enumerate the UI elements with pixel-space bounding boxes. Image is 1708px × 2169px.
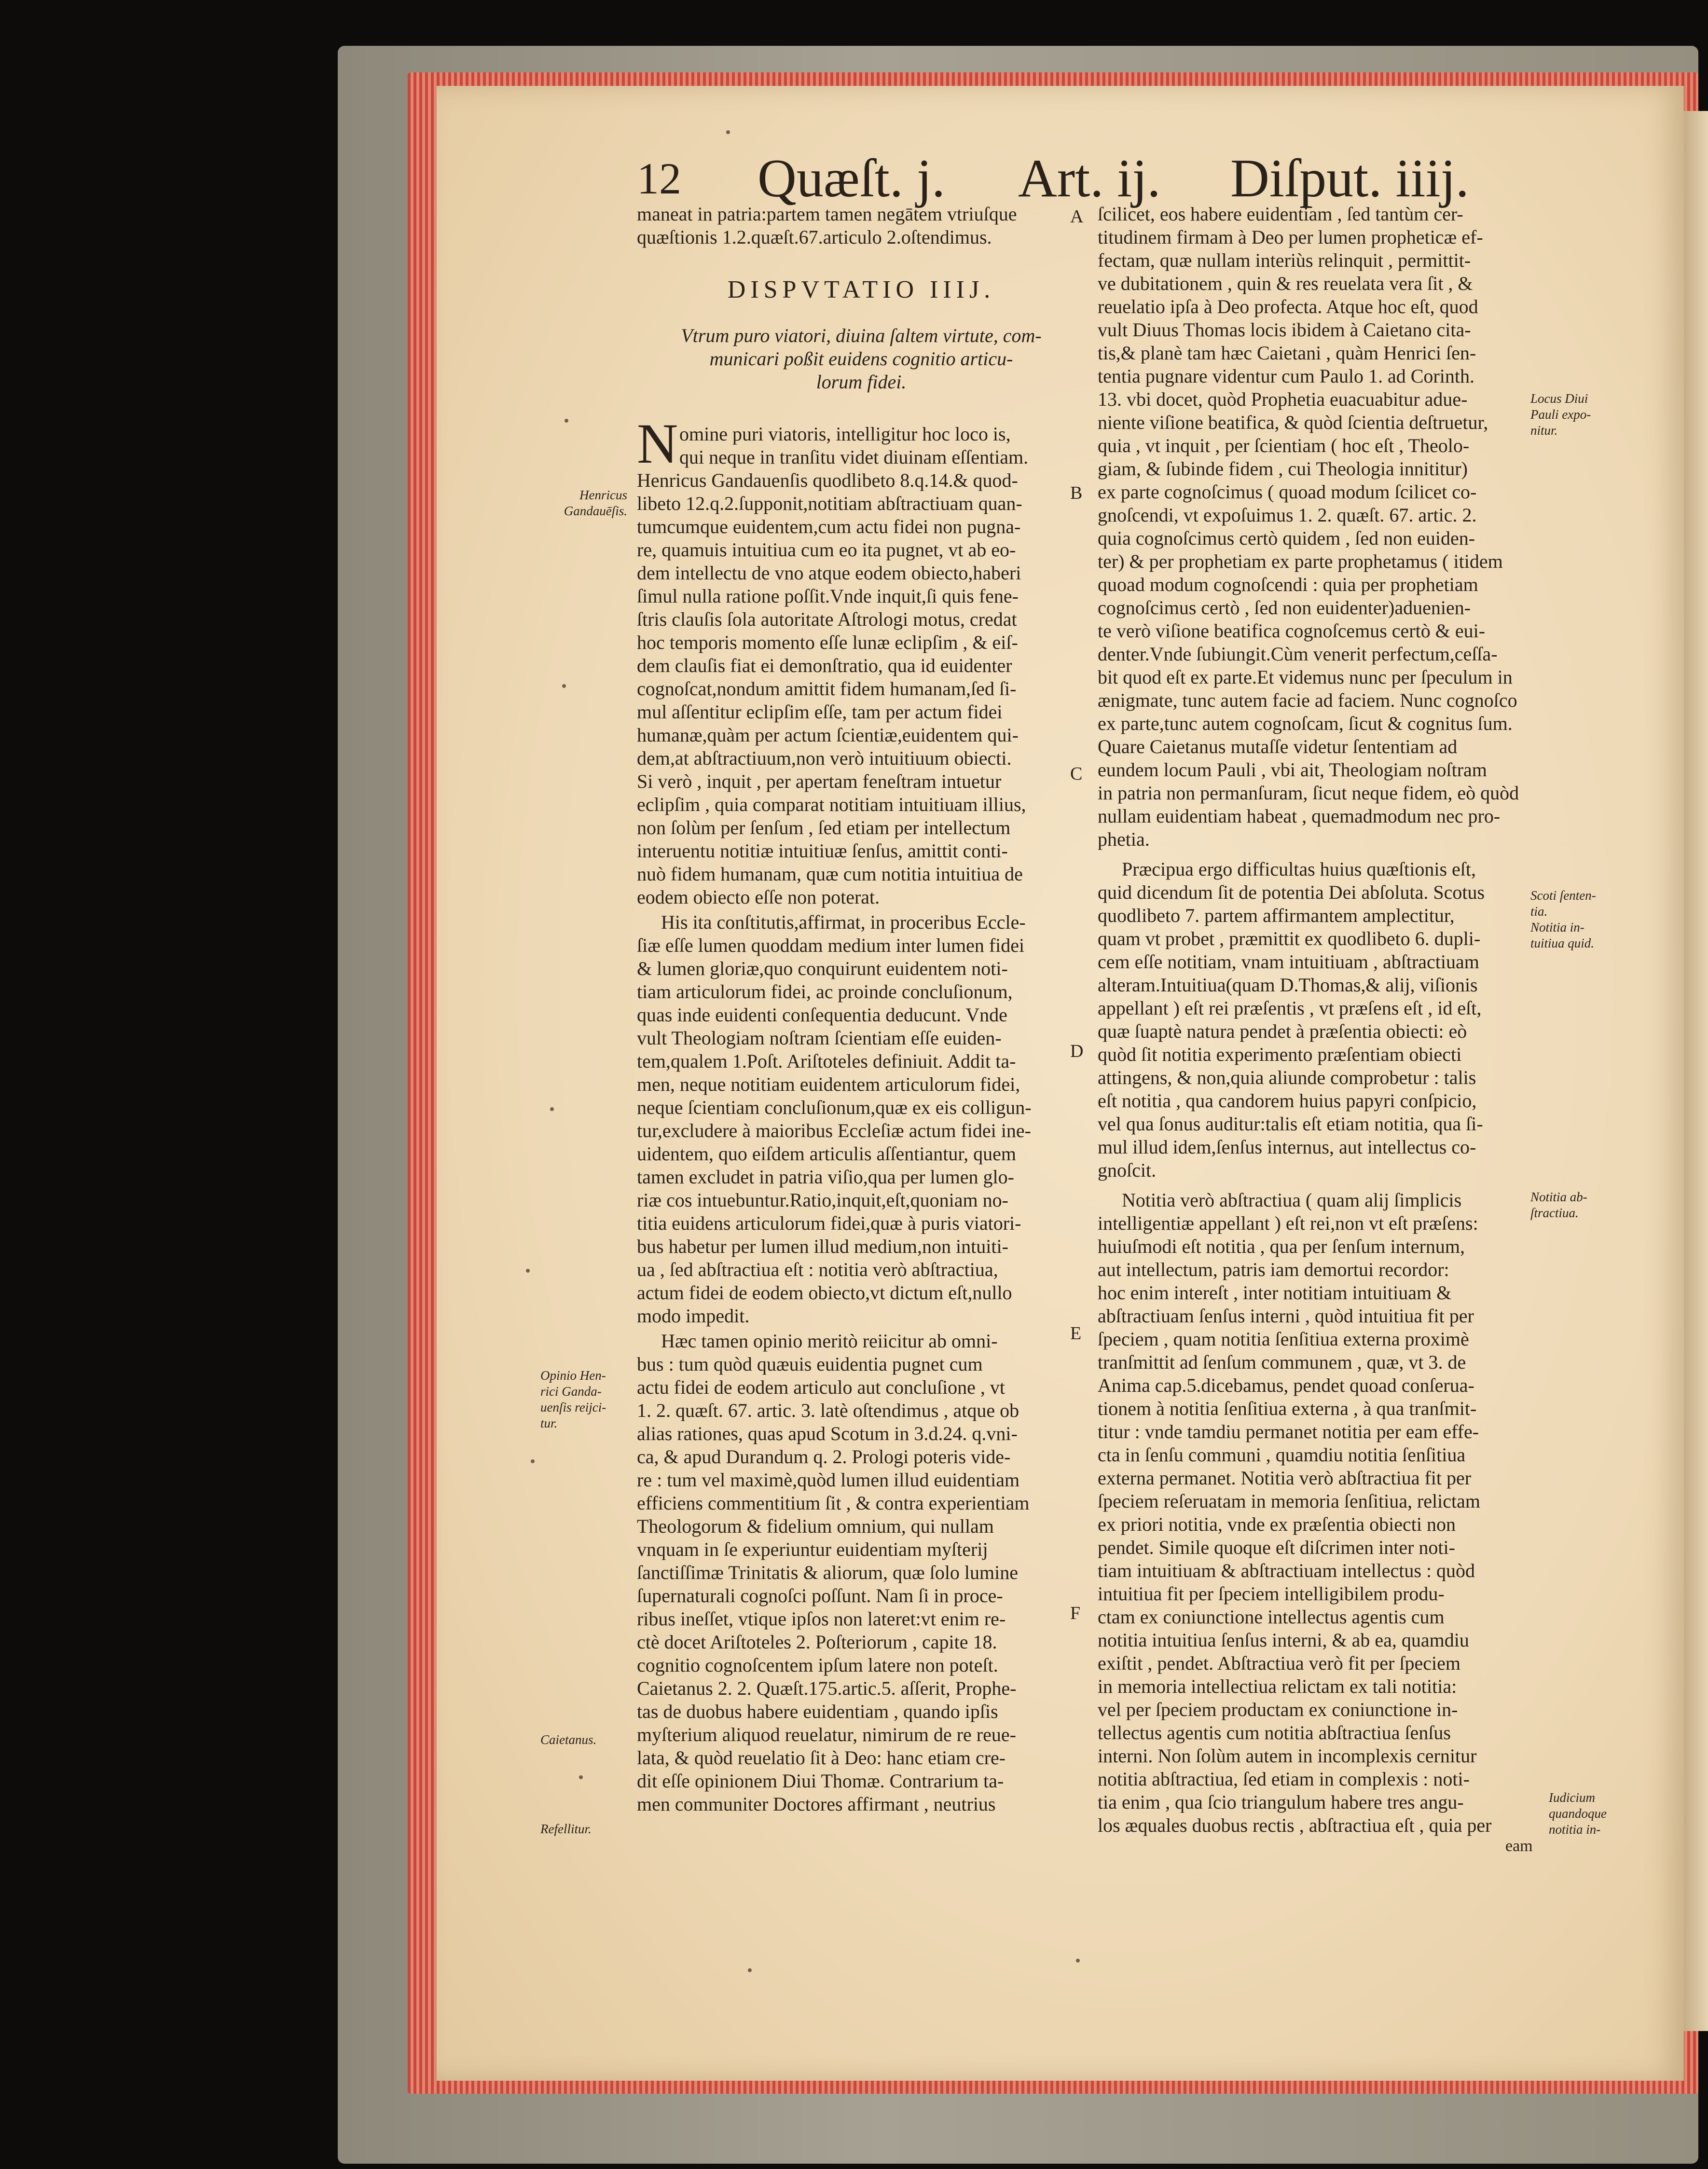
note-line: nitur.	[1530, 423, 1558, 438]
text-line: neque ſcientiam concluſionum,quæ ex eis colligun-	[637, 1097, 1032, 1118]
text-line: myſterium aliquod reuelatur, nimirum de re reue-	[637, 1724, 1016, 1745]
note-line: notitia in-	[1549, 1822, 1601, 1837]
text-line: denter.Vnde ſubiungit.Cùm venerit perfectum,ceſſa-	[1098, 643, 1498, 665]
text-line: re, quamuis intuitiua cum eo ita pugnet, vt ab eo-	[637, 539, 1016, 561]
text-line: tia enim , qua ſcio triangulum habere tres angu-	[1098, 1791, 1464, 1813]
text-line: maneat in patria:partem tamen negātem vtriuſque	[637, 203, 1017, 225]
text-line: actu fidei de eodem articulo aut concluſione , vt	[637, 1376, 1006, 1398]
margin-note-opinio	[540, 1368, 647, 1431]
text-line: qui neque in tranſitu videt diuinam eſſentiam.	[679, 446, 1029, 468]
text-line: notitia intuitiua ſenſus interni, & ab ea, quamdiu	[1098, 1629, 1469, 1651]
note-line: tuitiua quid.	[1530, 936, 1595, 950]
text-line: hoc enim intereſt , inter notitiam intuitiuam &	[1098, 1282, 1452, 1304]
text-line: 13. vbi docet, quòd Prophetia euacuabitur adue-	[1098, 388, 1468, 410]
text-line: mul illud idem,ſenſus internus, aut intellectus co-	[1098, 1136, 1476, 1158]
note-line: Caietanus.	[540, 1732, 597, 1747]
question-line: lorum fidei.	[816, 371, 907, 393]
text-line: externa permanet. Notitia verò abſtractiua fit per	[1098, 1467, 1472, 1489]
text-line: exiſtit , pendet. Abſtractiua verò fit per ſpeciem	[1098, 1652, 1460, 1674]
text-line: efficiens commentitium ſit , & contra experientiam	[637, 1492, 1030, 1514]
text-line: Henricus Gandauenſis quodlibeto 8.q.14.& quod-	[637, 469, 1018, 491]
worm-hole	[526, 1269, 530, 1273]
text-line: quòd ſit notitia experimento præſentiam obiecti	[1098, 1043, 1462, 1065]
text-line: re : tum vel maximè,quòd lumen illud euidentiam	[637, 1469, 1020, 1491]
text-line: ſimul nulla ratione poſſit.Vnde inquit,ſi quis fene-	[637, 585, 1019, 607]
note-line: tia.	[1530, 904, 1548, 919]
section-letter-e: E	[1070, 1323, 1082, 1344]
text-line: actum fidei de eodem obiecto,vt dictum eſt,nullo	[637, 1282, 1012, 1304]
running-head-disputatio: Diſput. iiij.	[1230, 149, 1469, 208]
text-line: quoad modum cognoſcendi : quia per prophetiam	[1098, 574, 1478, 595]
margin-note-locus-pauli	[1530, 391, 1637, 439]
text-line: titia euidens articulorum fidei,quæ à puris viatori-	[637, 1212, 1021, 1234]
text-line: vnquam in ſe experiuntur euidentiam myſterij	[637, 1538, 988, 1560]
text-line: riæ cos intuebuntur.Ratio,inquit,eſt,quoniam no-	[637, 1189, 1008, 1211]
text-line: gnoſcit.	[1098, 1159, 1157, 1181]
text-line: dem intellectu de vno atque eodem obiecto,haberi	[637, 562, 1021, 584]
section-letter-b: B	[1070, 483, 1083, 503]
margin-note-henricus	[521, 487, 627, 519]
text-line: ſpeciem reſeruatam in memoria ſenſitiua, relictam	[1098, 1490, 1480, 1512]
text-line: Caietanus 2. 2. Quæſt.175.artic.5. aſſerit, Prophe-	[637, 1677, 1017, 1699]
paragraph-notitia-abstractiua	[1098, 1189, 1532, 1837]
text-line: tentia pugnare videntur cum Paulo 1. ad Corinth.	[1098, 365, 1474, 387]
text-line: los æquales duobus rectis , abſtractiua eſt , quia per	[1098, 1814, 1492, 1836]
text-line: quam vt probet , præmittit ex quodlibeto 6. dupli-	[1098, 928, 1481, 949]
text-line: interni. Non ſolùm autem in incomplexis cernitur	[1098, 1745, 1477, 1767]
note-line: Pauli expo-	[1530, 407, 1591, 422]
text-line: huiuſmodi eſt notitia , qua per ſenſum internum,	[1098, 1236, 1465, 1257]
text-line: tiam intuitiuam & abſtractiuam intellectus : quòd	[1098, 1560, 1475, 1581]
text-line: quas inde euidenti conſequentia deducunt. Vnde	[637, 1004, 1007, 1026]
margin-note-iudicium	[1549, 1790, 1655, 1838]
left-column	[637, 203, 1086, 1816]
text-line: ua , ſed abſtractiua eſt : notitia verò abſtractiua,	[637, 1259, 998, 1280]
note-line: Iudicium	[1549, 1790, 1595, 1805]
text-line: in patria non permanſuram, ſicut neque fidem, eò quòd	[1098, 782, 1519, 804]
note-line: uenſis reijci-	[540, 1400, 606, 1414]
text-line: men communiter Doctores affirmant , neutrius	[637, 1793, 996, 1815]
text-line: vult Diuus Thomas locis ibidem à Caietano cita-	[1098, 319, 1471, 341]
section-letter-a: A	[1070, 206, 1084, 227]
text-line: tas de duobus habere euidentiam , quando ipſis	[637, 1701, 998, 1722]
worm-hole	[565, 419, 568, 423]
running-head-quaestio: Quæſt. j.	[758, 149, 945, 208]
text-line: in memoria intellectiua relictam ex tali notitia:	[1098, 1675, 1457, 1697]
text-line: humanæ,quàm per actum ſcientiæ,euidentem qui-	[637, 724, 1019, 746]
paragraph-constitutis	[637, 911, 1086, 1328]
text-line: & lumen gloriæ,quo conquirunt euidentem noti-	[637, 958, 1008, 979]
worm-hole	[1076, 1959, 1080, 1963]
text-line: dem,at abſtractiuum,non verò intuitiuum obiecti.	[637, 747, 1012, 769]
worm-hole	[748, 1968, 752, 1972]
note-line: Notitia in-	[1530, 920, 1584, 934]
text-line: quia cognoſcimus certò quidem , ſed non euiden-	[1098, 527, 1475, 549]
text-line: intelligentiæ appellant ) eſt rei,non vt eſt præſens:	[1098, 1212, 1478, 1234]
worm-hole	[562, 684, 566, 688]
text-line: quid dicendum ſit de potentia Dei abſoluta. Scotus	[1098, 881, 1485, 903]
section-letter-f: F	[1070, 1603, 1081, 1623]
text-line: aut intellectum, patris iam demortui recordor:	[1098, 1259, 1449, 1280]
opening-paragraph	[637, 412, 1086, 475]
text-line: phetia.	[1098, 828, 1150, 850]
running-head-articulus: Art. ij.	[1018, 149, 1161, 208]
paragraph-henricus	[637, 469, 1086, 909]
text-line: notitia abſtractiua, ſed etiam in complexis : noti-	[1098, 1768, 1470, 1790]
text-line: tem,qualem 1.Poſt. Ariſtoteles definiuit. Addit ta-	[637, 1050, 1016, 1072]
text-line: ca, & apud Durandum q. 2. Prologi poteris vide-	[637, 1446, 1011, 1468]
text-line: men, neque notitiam euidentem articulorum fidei,	[637, 1073, 1020, 1095]
text-line: ſcilicet, eos habere euidentiam , ſed tantùm cer-	[1098, 203, 1463, 225]
worm-hole	[726, 130, 730, 134]
note-line: tur.	[540, 1416, 558, 1430]
text-line: fectam, quæ nullam interiùs relinquit , permittit-	[1098, 249, 1471, 271]
text-line: gnoſcendi, vt expoſuimus 1. 2. quæſt. 67. artic. 2.	[1098, 504, 1477, 526]
text-line: eodem obiecto eſſe non poterat.	[637, 886, 880, 908]
text-line: tionem à notitia ſenſitiua externa , à qua tranſmit-	[1098, 1398, 1477, 1419]
text-line: libeto 12.q.2.ſupponit,notitiam abſtractiuam quan-	[637, 493, 1022, 514]
text-line: ter) & per prophetiam ex parte prophetamus ( itidem	[1098, 550, 1503, 572]
text-line: quodlibeto 7. partem affirmantem amplectitur,	[1098, 905, 1455, 926]
text-line: tumcumque euidentem,cum actu fidei non pugna-	[637, 516, 1021, 537]
catchword: eam	[1505, 1837, 1533, 1855]
text-line: ex parte,tunc autem cognoſcam, ſicut & cognitus ſum.	[1098, 713, 1513, 734]
disputation-question	[637, 324, 1086, 394]
note-line: quandoque	[1549, 1806, 1607, 1821]
text-line: reuelatio ipſa à Deo profecta. Atque hoc eſt, quod	[1098, 296, 1478, 317]
text-line: giam, & ſubinde fidem , cui Theologia innititur)	[1098, 458, 1468, 480]
text-line: ſiæ eſſe lumen quoddam medium inter lumen fidei	[637, 934, 1025, 956]
text-line: 1. 2. quæſt. 67. artic. 3. latè oſtendimus , atque ob	[637, 1400, 1019, 1421]
text-line: ve dubitationem , quin & res reuelata vera ſit , &	[1098, 273, 1473, 294]
text-line: ctè docet Ariſtoteles 2. Poſteriorum , capite 18.	[637, 1631, 997, 1653]
text-line: titudinem firmam à Deo per lumen propheticæ ef-	[1098, 226, 1483, 248]
section-letter-d: D	[1070, 1041, 1084, 1061]
note-line: Notitia ab-	[1530, 1190, 1587, 1204]
text-line: ribus ineſſet, vtique ipſos non lateret:vt enim re-	[637, 1608, 1006, 1630]
worm-hole	[550, 1107, 554, 1111]
text-line: eclipſim , quia comparat notitiam intuitiuam illius,	[637, 794, 1026, 815]
text-line: vel qua ſonus auditur:talis eſt etiam notitia, qua ſi-	[1098, 1113, 1483, 1135]
note-line: Locus Diui	[1530, 391, 1588, 406]
text-line: ſupernaturali cognoſci poſſunt. Nam ſi in proce-	[637, 1585, 1003, 1606]
text-line: ſpeciem , quam notitia ſenſitiua externa proximè	[1098, 1328, 1469, 1350]
text-line: hoc temporis momento eſſe lunæ eclipſim , & eiſ-	[637, 631, 1018, 653]
text-line: alteram.Intuitiua(quam D.Thomas,& alij, viſionis	[1098, 974, 1478, 996]
disputation-title: DISPVTATIO IIIJ.	[727, 276, 995, 303]
text-line: nuò fidem humanam, quæ cum notitia intuitiua de	[637, 863, 1023, 885]
text-line: uidentem, quo eiſdem articulis aſſentiantur, quem	[637, 1143, 1016, 1165]
text-line: cognitio cognoſcentem ipſum latere non poteſt.	[637, 1654, 998, 1676]
text-line: abſtractiuam ſenſus interni , quòd intuitiua fit per	[1098, 1305, 1474, 1327]
question-line: Vtrum puro viatori, diuina ſaltem virtute, com-	[681, 325, 1042, 346]
margin-note-notitia-abstractiua	[1530, 1189, 1637, 1221]
note-line: Henricus	[579, 488, 627, 502]
text-line: tiam articulorum fidei, ac proinde concluſionum,	[637, 981, 1013, 1002]
note-line: Opinio Hen-	[540, 1368, 606, 1383]
text-line: quæſtionis 1.2.quæſt.67.articulo 2.oſtendimus.	[637, 226, 992, 248]
text-line: vel per ſpeciem productam ex coniunctione in-	[1098, 1699, 1458, 1720]
text-line: dit eſſe opinionem Diui Thomæ. Contrarium ta-	[637, 1770, 1004, 1792]
margin-note-refellitur	[540, 1821, 647, 1837]
paragraph-opinio	[637, 1330, 1086, 1816]
text-line: interuentu notitiæ intuitiuæ ſenſus, amittit conti-	[637, 840, 1008, 862]
text-line: nullam euidentiam habeat , quemadmodum nec pro-	[1098, 805, 1501, 827]
text-line: non ſolùm per ſenſum , ſed etiam per intellectum	[637, 817, 1011, 838]
margin-note-scoti	[1530, 888, 1637, 951]
text-line: niente viſione beatifica, & quòd ſcientia deſtruetur,	[1098, 412, 1488, 433]
text-line: cta in ſenſu communi , quamdiu notitia ſenſitiua	[1098, 1444, 1466, 1466]
text-line: ſanctiſſimæ Trinitatis & aliorum, quæ ſolo lumine	[637, 1562, 1019, 1583]
text-line: bus : tum quòd quæuis euidentia pugnet cum	[637, 1353, 983, 1375]
text-line: lata, & quòd reuelatio ſit à Deo: hanc etiam cre-	[637, 1747, 1006, 1769]
text-line: Notitia verò abſtractiua ( quam alij ſimplicis	[1122, 1189, 1462, 1211]
text-line: bus habetur per lumen illud medium,non intuiti-	[637, 1236, 1008, 1257]
text-line: ex parte cognoſcimus ( quoad modum ſcilicet co-	[1098, 481, 1477, 503]
note-line: rici Ganda-	[540, 1384, 602, 1399]
text-line: ex priori notitia, vnde ex præſentia obiecti non	[1098, 1513, 1456, 1535]
text-line: intuitiua fit per ſpeciem intelligibilem produ-	[1098, 1583, 1445, 1605]
text-line: ſtris clauſis ſola autoritate Aſtrologi motus, credat	[637, 608, 1017, 630]
text-line: mul aſſentitur eclipſim eſſe, tam per actum fidei	[637, 701, 1003, 723]
text-line: dem clauſis fiat ei demonſtratio, qua id euidenter	[637, 655, 1012, 676]
text-line: appellant ) eſt rei præſentis , vt præſens eſt , id eſt,	[1098, 997, 1482, 1019]
margin-note-caietanus	[540, 1732, 647, 1748]
text-line: alias rationes, quas apud Scotum in 3.d.24. q.vni-	[637, 1423, 1018, 1444]
text-line: Præcipua ergo difficultas huius quæſtionis eſt,	[1122, 858, 1476, 880]
right-column	[1098, 203, 1532, 1837]
text-line: Anima cap.5.dicebamus, pendet quoad conſerua-	[1098, 1374, 1474, 1396]
text-line: cem eſſe notitiam, vnam intuitiuam , abſtractiuam	[1098, 951, 1479, 973]
text-line: Theologorum & fidelium omnium, qui nullam	[637, 1515, 994, 1537]
text-line: vult Theologiam noſtram ſcientiam eſſe euiden-	[637, 1027, 1002, 1049]
text-line: cognoſcat,nondum amittit fidem humanam,ſed ſi-	[637, 678, 1017, 700]
worm-hole	[531, 1459, 535, 1463]
paragraph-praecipua	[1098, 858, 1532, 1182]
section-letter-c: C	[1070, 764, 1083, 784]
text-line: modo impedit.	[637, 1305, 750, 1327]
note-line: Refellitur.	[540, 1822, 592, 1836]
text-line: tamen excludet in patria viſio,qua per lumen glo-	[637, 1166, 1014, 1188]
text-line: Si verò , inquit , per apertam feneſtram intuetur	[637, 770, 1002, 792]
note-line: Gandauēſis.	[564, 504, 627, 518]
text-line: bit quod eſt ex parte.Et videmus nunc per ſpeculum in	[1098, 666, 1513, 688]
text-line: attingens, & non,quia aliunde comprobetur : talis	[1098, 1067, 1476, 1088]
text-line: eundem locum Pauli , vbi ait, Theologiam noſtram	[1098, 759, 1487, 781]
text-line: Hæc tamen opinio meritò reiicitur ab omni-	[661, 1330, 998, 1352]
drop-cap: N	[637, 412, 678, 475]
note-line: Scoti ſenten-	[1530, 888, 1596, 903]
text-line: omine puri viatoris, intelligitur hoc loco is,	[679, 423, 1011, 445]
text-line: tranſmittit ad ſenſum communem , quæ, vt 3. de	[1098, 1351, 1466, 1373]
text-line: ænigmate, tunc autem facie ad faciem. Nunc cognoſco	[1098, 689, 1517, 711]
text-line: His ita conſtitutis,affirmat, in proceribus Eccle-	[661, 911, 1026, 933]
text-line: tur,excludere à maioribus Eccleſiæ actum fidei ine-	[637, 1120, 1031, 1141]
question-line: municari poßit euidens cognitio articu-	[709, 348, 1013, 370]
text-line: cognoſcimus certò , ſed non euidenter)aduenien-	[1098, 597, 1471, 618]
text-line: Quare Caietanus mutaſſe videtur ſententiam ad	[1098, 736, 1458, 757]
text-line: tis,& planè tam hæc Caietani , quàm Henrici ſen-	[1098, 342, 1476, 364]
intro-paragraph	[637, 203, 1086, 249]
text-line: te verò viſione beatifica cognoſcemus certò & eui-	[1098, 620, 1486, 642]
text-line: pendet. Simile quoque eſt diſcrimen inter noti-	[1098, 1537, 1455, 1558]
note-line: ſtractiua.	[1530, 1206, 1579, 1220]
text-line: tellectus agentis cum notitia abſtractiua ſenſus	[1098, 1722, 1451, 1743]
worm-hole	[579, 1775, 583, 1779]
page-number: 12	[637, 154, 681, 203]
paragraph-scilicet	[1098, 203, 1532, 851]
text-line: quæ ſuaptè natura pendet à præſentia obiecti: eò	[1098, 1020, 1467, 1042]
text-line: quia , vt inquit , per ſcientiam ( hoc eſt , Theolo-	[1098, 435, 1470, 456]
text-line: eſt notitia , qua candorem huius papyri conſpicio,	[1098, 1090, 1477, 1112]
text-line: titur : vnde tamdiu permanet notitia per eam effe-	[1098, 1421, 1479, 1442]
text-line: ctam ex coniunctione intellectus agentis cum	[1098, 1606, 1445, 1628]
